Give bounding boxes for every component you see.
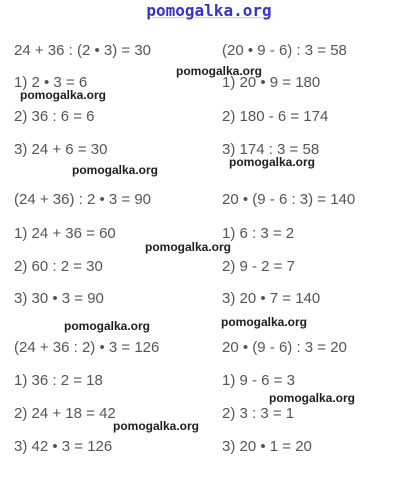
watermark: pomogalka.org (229, 155, 316, 169)
block2-left-expression: (24 + 36) : 2 • 3 = 90 (14, 191, 152, 208)
block3-right-expression: 20 • (9 - 6) : 3 = 20 (222, 339, 347, 356)
block1-right-step3: 3) 174 : 3 = 58 (222, 141, 320, 158)
block3-left-step3: 3) 42 • 3 = 126 (14, 438, 113, 455)
block1-left-step1: 1) 2 • 3 = 6 (14, 74, 88, 91)
watermark: pomogalka.org (269, 391, 356, 405)
block1-right-expression: (20 • 9 - 6) : 3 = 58 (222, 42, 347, 59)
block2-left-step2: 2) 60 : 2 = 30 (14, 258, 103, 275)
block1-left-step2: 2) 36 : 6 = 6 (14, 108, 95, 125)
block2-right-step1: 1) 6 : 3 = 2 (222, 225, 295, 242)
block2-left-step1: 1) 24 + 36 = 60 (14, 225, 116, 242)
block2-left-step3: 3) 30 • 3 = 90 (14, 290, 104, 307)
block1-right-step1: 1) 20 • 9 = 180 (222, 74, 321, 91)
watermark: pomogalka.org (72, 163, 159, 177)
site-header (0, 1, 418, 20)
watermark: pomogalka.org (176, 64, 263, 78)
watermark: pomogalka.org (145, 240, 232, 254)
block2-right-step3: 3) 20 • 7 = 140 (222, 290, 321, 307)
block3-right-step3: 3) 20 • 1 = 20 (222, 438, 312, 455)
block3-right-step2: 2) 3 : 3 = 1 (222, 405, 295, 422)
block1-left-expression: 24 + 36 : (2 • 3) = 30 (14, 42, 152, 59)
block3-left-expression: (24 + 36 : 2) • 3 = 126 (14, 339, 160, 356)
block1-left-step3: 3) 24 + 6 = 30 (14, 141, 108, 158)
watermark: pomogalka.org (64, 319, 151, 333)
watermark: pomogalka.org (20, 88, 107, 102)
watermark: pomogalka.org (113, 419, 200, 433)
block3-left-step1: 1) 36 : 2 = 18 (14, 372, 103, 389)
watermark: pomogalka.org (221, 315, 308, 329)
block3-left-step2: 2) 24 + 18 = 42 (14, 405, 116, 422)
block2-right-expression: 20 • (9 - 6 : 3) = 140 (222, 191, 356, 208)
block2-right-step2: 2) 9 - 2 = 7 (222, 258, 295, 275)
block1-right-step2: 2) 180 - 6 = 174 (222, 108, 329, 125)
site-header-text: pomogalka.org (146, 1, 272, 20)
block3-right-step1: 1) 9 - 6 = 3 (222, 372, 295, 389)
